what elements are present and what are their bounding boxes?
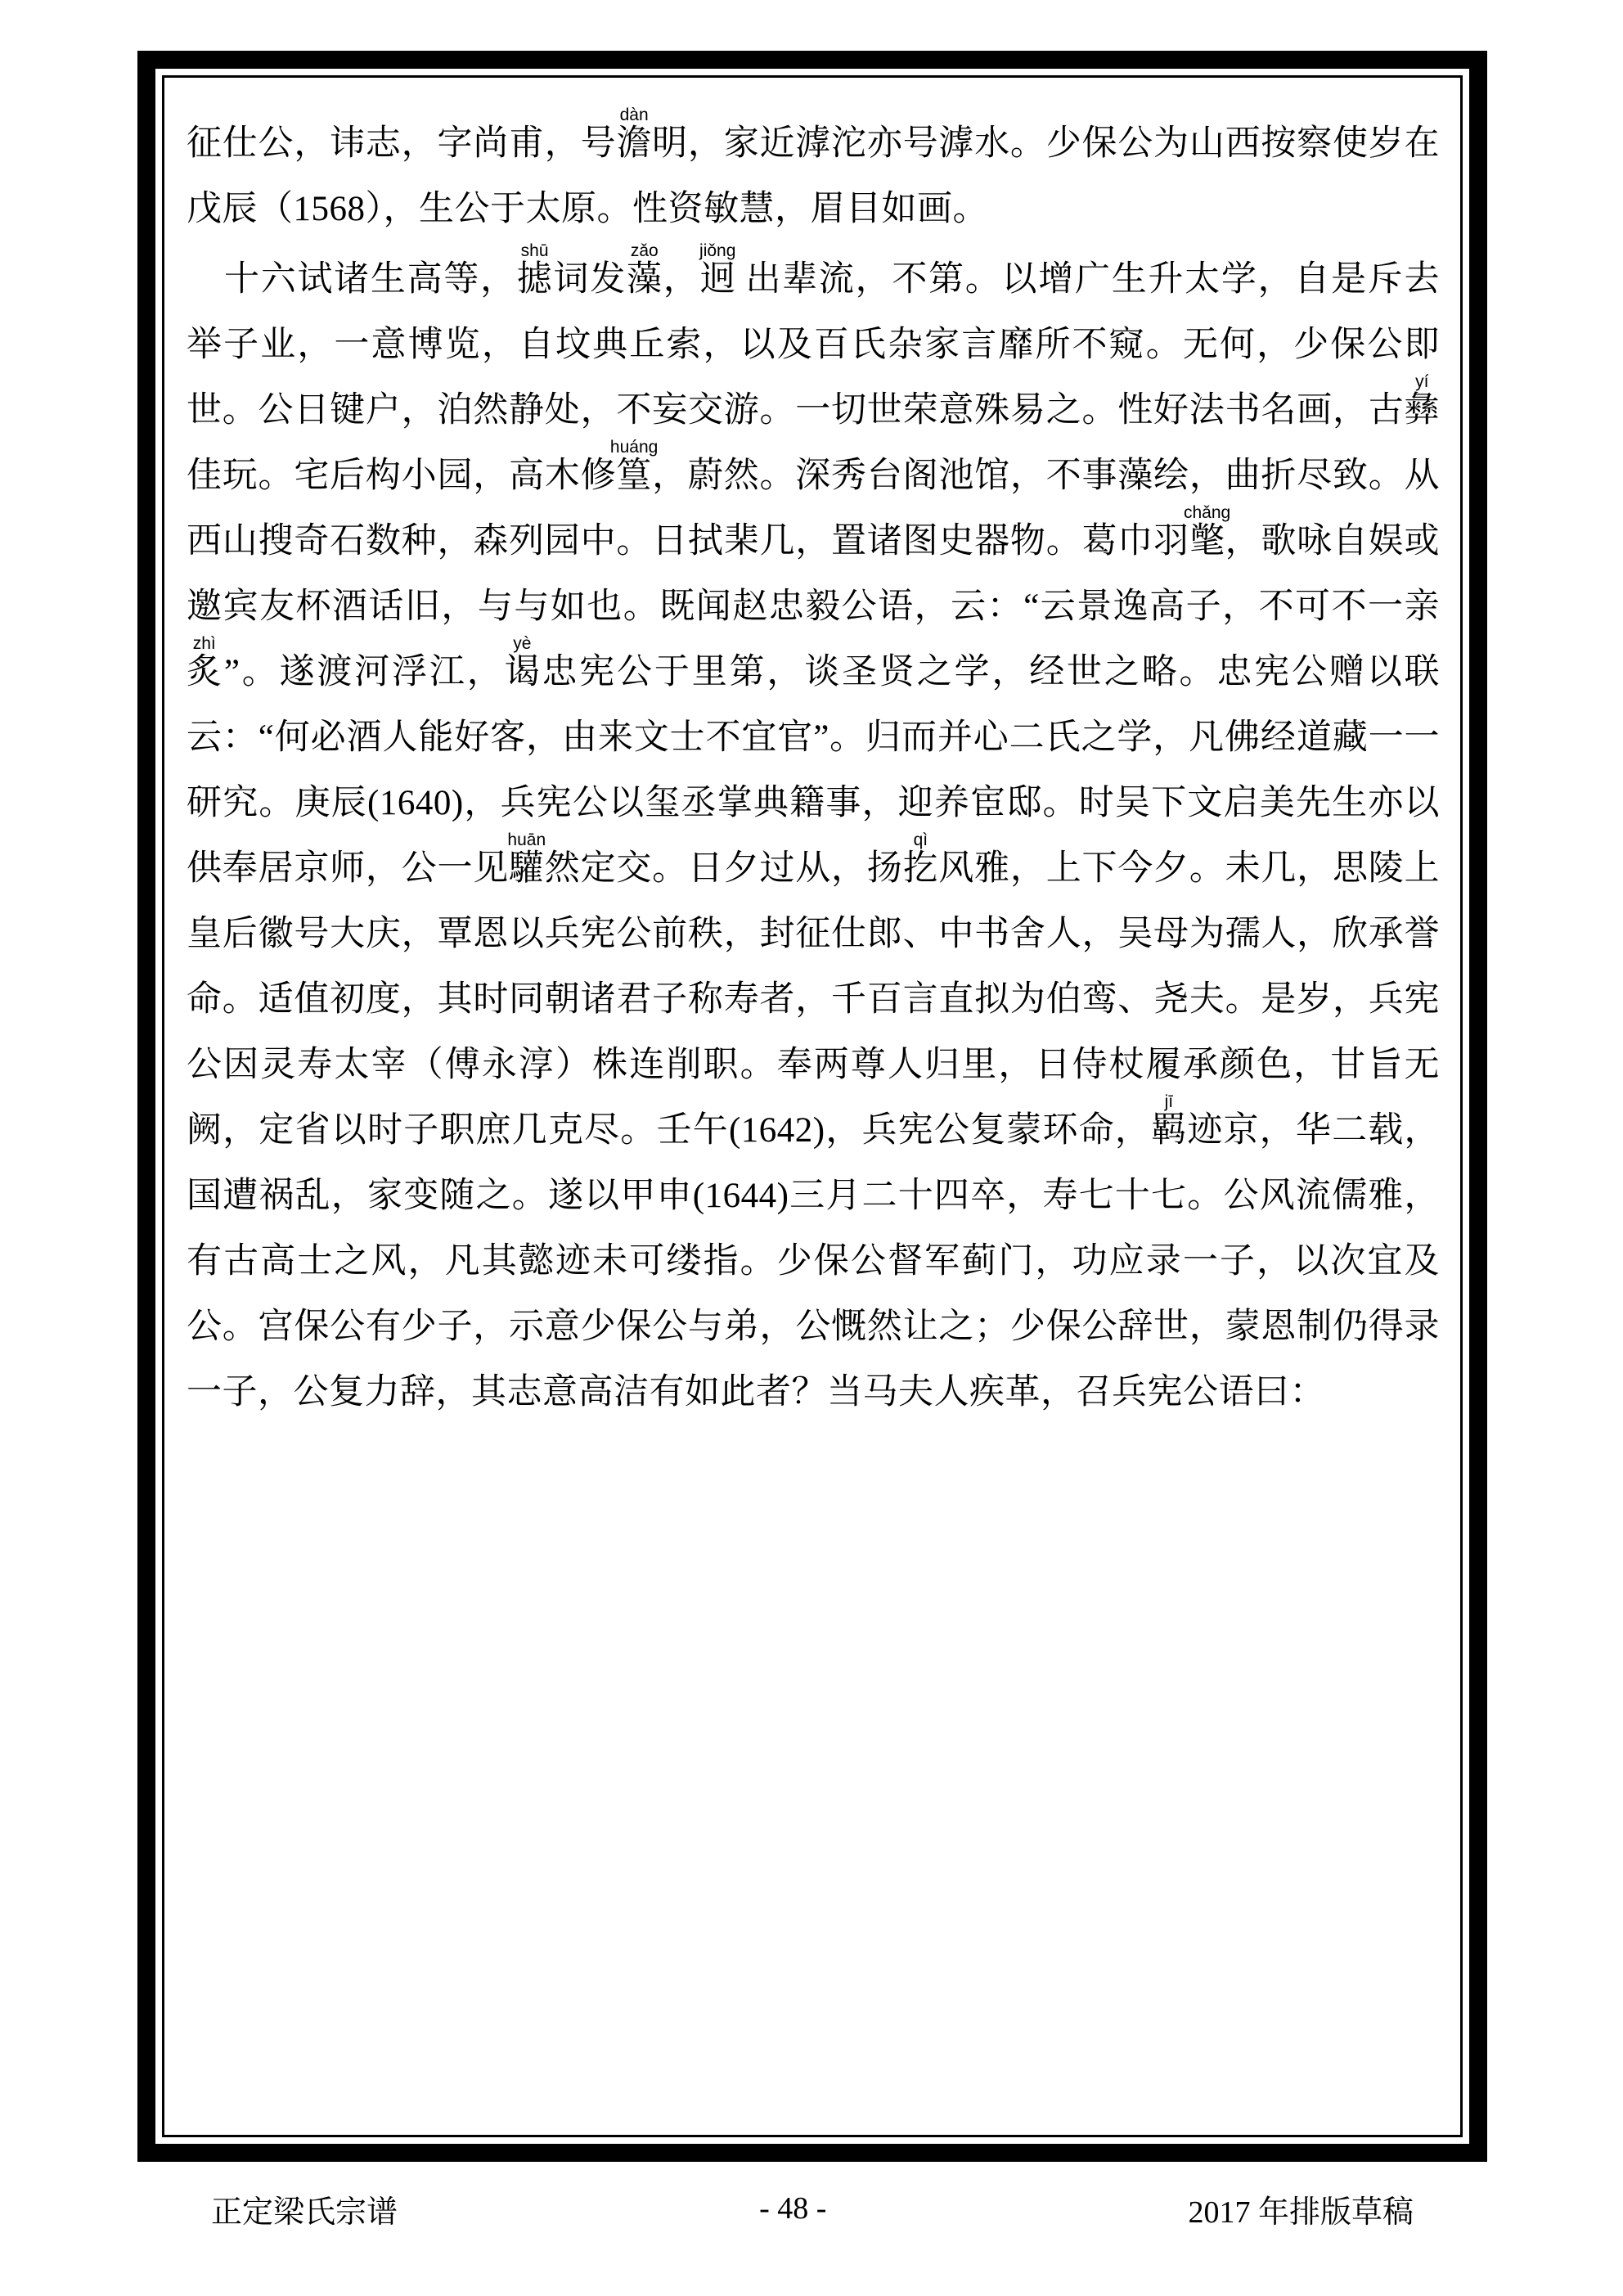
ruby-annotated-char: 篁huáng bbox=[609, 438, 659, 495]
footer-page-number: - 48 - bbox=[759, 2191, 827, 2226]
ruby-annotated-char: 氅chǎng bbox=[1183, 503, 1231, 560]
ruby-annotated-char: 摅shū bbox=[516, 241, 554, 299]
ruby-annotated-char: 驩huān bbox=[507, 831, 546, 888]
footer-document-title: 正定梁氏宗谱 bbox=[211, 2195, 398, 2230]
footer-edition-note: 2017 年排版草稿 bbox=[1188, 2195, 1414, 2230]
ruby-annotated-char: 彝yí bbox=[1404, 372, 1440, 430]
ruby-annotated-char: 炙zhì bbox=[187, 634, 224, 691]
paragraph: 十六试诸生高等，摅shū词发藻zǎo，迥jiǒng 出辈流，不第。以增广生升太学，自是斥去举子业，一意博览，自坟典丘索，以及百氏杂家言靡所不窥。无何，少保公即世。公日键户，泊然静处，不妄交游。一切世荣意殊易之。性好法书名画，古彝yí佳玩。宅后构小园，高木修篁huáng，蔚然。深秀台阁池馆，不事藻绘，曲折尽致。从西山搜奇石数种，森列园中。日拭棐几，置诸图史器物。葛巾羽氅chǎng，歌咏自娱或邀宾友杯酒话旧，与与如也。既闻赵忠毅公语，云：“云景逸高子，不可不一亲炙zhì”。遂渡河浮江，谒yè忠宪公于里第，谈圣贤之学，经世之略。忠宪公赠以联云：“何必酒人能好客，由来文士不宜官”。归而并心二氏之学，凡佛经道藏一一研究。庚辰(1640)，兵宪公以玺丞掌典籍事，迎养宦邸。时吴下文启美先生亦以供奉居京师，公一见驩huān然定交。日夕过从，扬扢qì风雅，上下今夕。未几，思陵上皇后徽号大庆，覃恩以兵宪公前秩，封征仕郎、中书舍人，吴母为孺人，欣承誉命。适值初度，其时同朝诸君子称寿者，千百言直拟为伯鸾、尧夫。是岁，兵宪公因灵寿太宰（傅永淳）株连削职。奉两尊人归里，日侍杖履承颜色，甘旨无阙，定省以时子职庶几克尽。壬午(1642)，兵宪公复蒙环命，羁jī迹京，华二载，国遭祸乱，家变随之。遂以甲申(1644)三月二十四卒，寿七十七。公风流儒雅，有古高士之风，凡其懿迹未可缕指。少保公督军蓟门，功应录一子，以次宜及公。宫保公有少子，示意少保公与弟，公慨然让之；少保公辞世，蒙恩制仍得录一子，公复力辞，其志意高洁有如此者？当马夫人疾革，召兵宪公语曰： bbox=[187, 241, 1440, 1411]
paragraph: 征仕公，讳志，字尚甫，号澹dàn明，家近滹沱亦号滹水。少保公为山西按察使岁在戊辰（1568），生公于太原。性资敏慧，眉目如画。 bbox=[187, 106, 1440, 228]
ruby-annotated-char: 羁jī bbox=[1151, 1092, 1188, 1150]
ruby-annotated-char: 扢qì bbox=[902, 831, 939, 888]
ruby-annotated-char: 澹dàn bbox=[616, 106, 653, 163]
ruby-annotated-char: 迥jiǒng bbox=[699, 241, 736, 299]
document-body bbox=[187, 106, 1440, 2119]
ruby-annotated-char: 藻zǎo bbox=[627, 241, 663, 299]
ruby-annotated-char: 谒yè bbox=[504, 634, 542, 691]
page-footer bbox=[137, 2180, 1487, 2237]
